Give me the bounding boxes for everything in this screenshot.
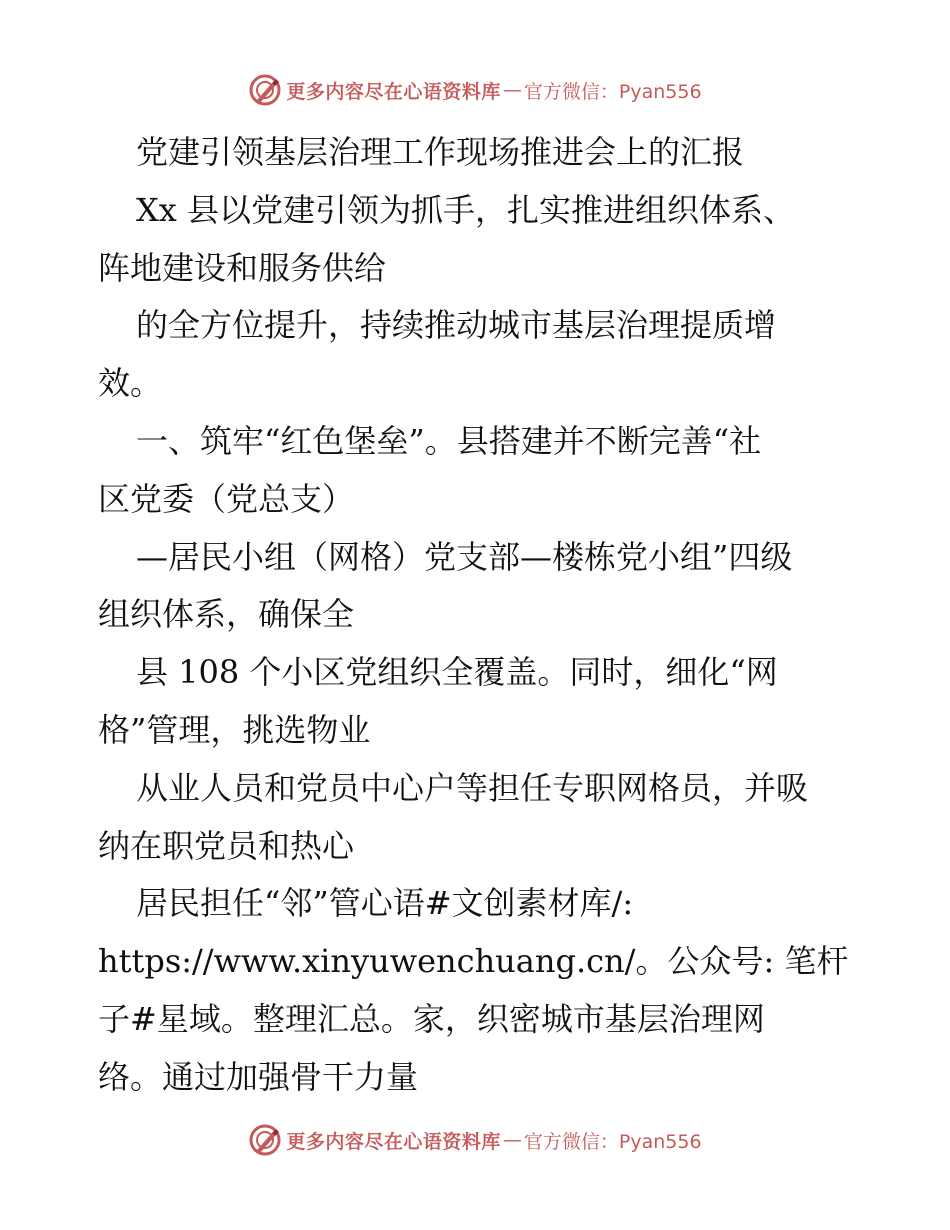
document-title: 党建引领基层治理工作现场推进会上的汇报 — [136, 133, 745, 171]
text-line: 的全方位提升，持续推动城市基层治理提质增 — [136, 306, 777, 345]
header-site-text: 更多内容尽在心语资料库 — [286, 80, 501, 103]
text-line: 子#星域。整理汇总。家，织密城市基层治理网 — [98, 999, 765, 1038]
text-line: 格”管理，挑选物业 — [98, 710, 371, 749]
text-line: —居民小组（网格）党支部—楼栋党小组”四级 — [136, 537, 793, 576]
text-line: 居民担任“邻”管心语#文创素材库/: — [136, 884, 634, 923]
text-line: 从业人员和党员中心户等担任专职网格员，并吸 — [136, 768, 809, 807]
text-line: https://www.xinyuwenchuang.cn/。公众号: 笔杆 — [98, 942, 849, 981]
text-line: 组织体系，确保全 — [98, 595, 355, 634]
header-separator: — — [502, 79, 522, 101]
footer-separator: — — [502, 1129, 522, 1151]
pen-logo-icon — [248, 1123, 282, 1157]
text-line: 络。通过加强骨干力量 — [98, 1057, 419, 1096]
footer-contact-text: 官方微信：Pyan556 — [523, 1130, 702, 1153]
header-watermark-banner — [0, 70, 950, 110]
footer-watermark-banner — [0, 1120, 950, 1160]
text-line: 纳在职党员和热心 — [98, 826, 355, 865]
document-body — [98, 124, 858, 1107]
text-line: 一、筑牢“红色堡垒”。县搭建并不断完善“社 — [136, 421, 762, 460]
text-line: 区党委（党总支） — [98, 479, 355, 518]
footer-site-text: 更多内容尽在心语资料库 — [286, 1130, 501, 1153]
text-line: 县 108 个小区党组织全覆盖。同时，细化“网 — [136, 653, 778, 692]
header-contact-text: 官方微信：Pyan556 — [523, 80, 702, 103]
text-line: 效。 — [98, 364, 163, 403]
text-line: Xx 县以党建引领为抓手，扎实推进组织体系、 — [136, 190, 796, 229]
pen-logo-icon — [248, 73, 282, 107]
text-line: 阵地建设和服务供给 — [98, 248, 387, 287]
